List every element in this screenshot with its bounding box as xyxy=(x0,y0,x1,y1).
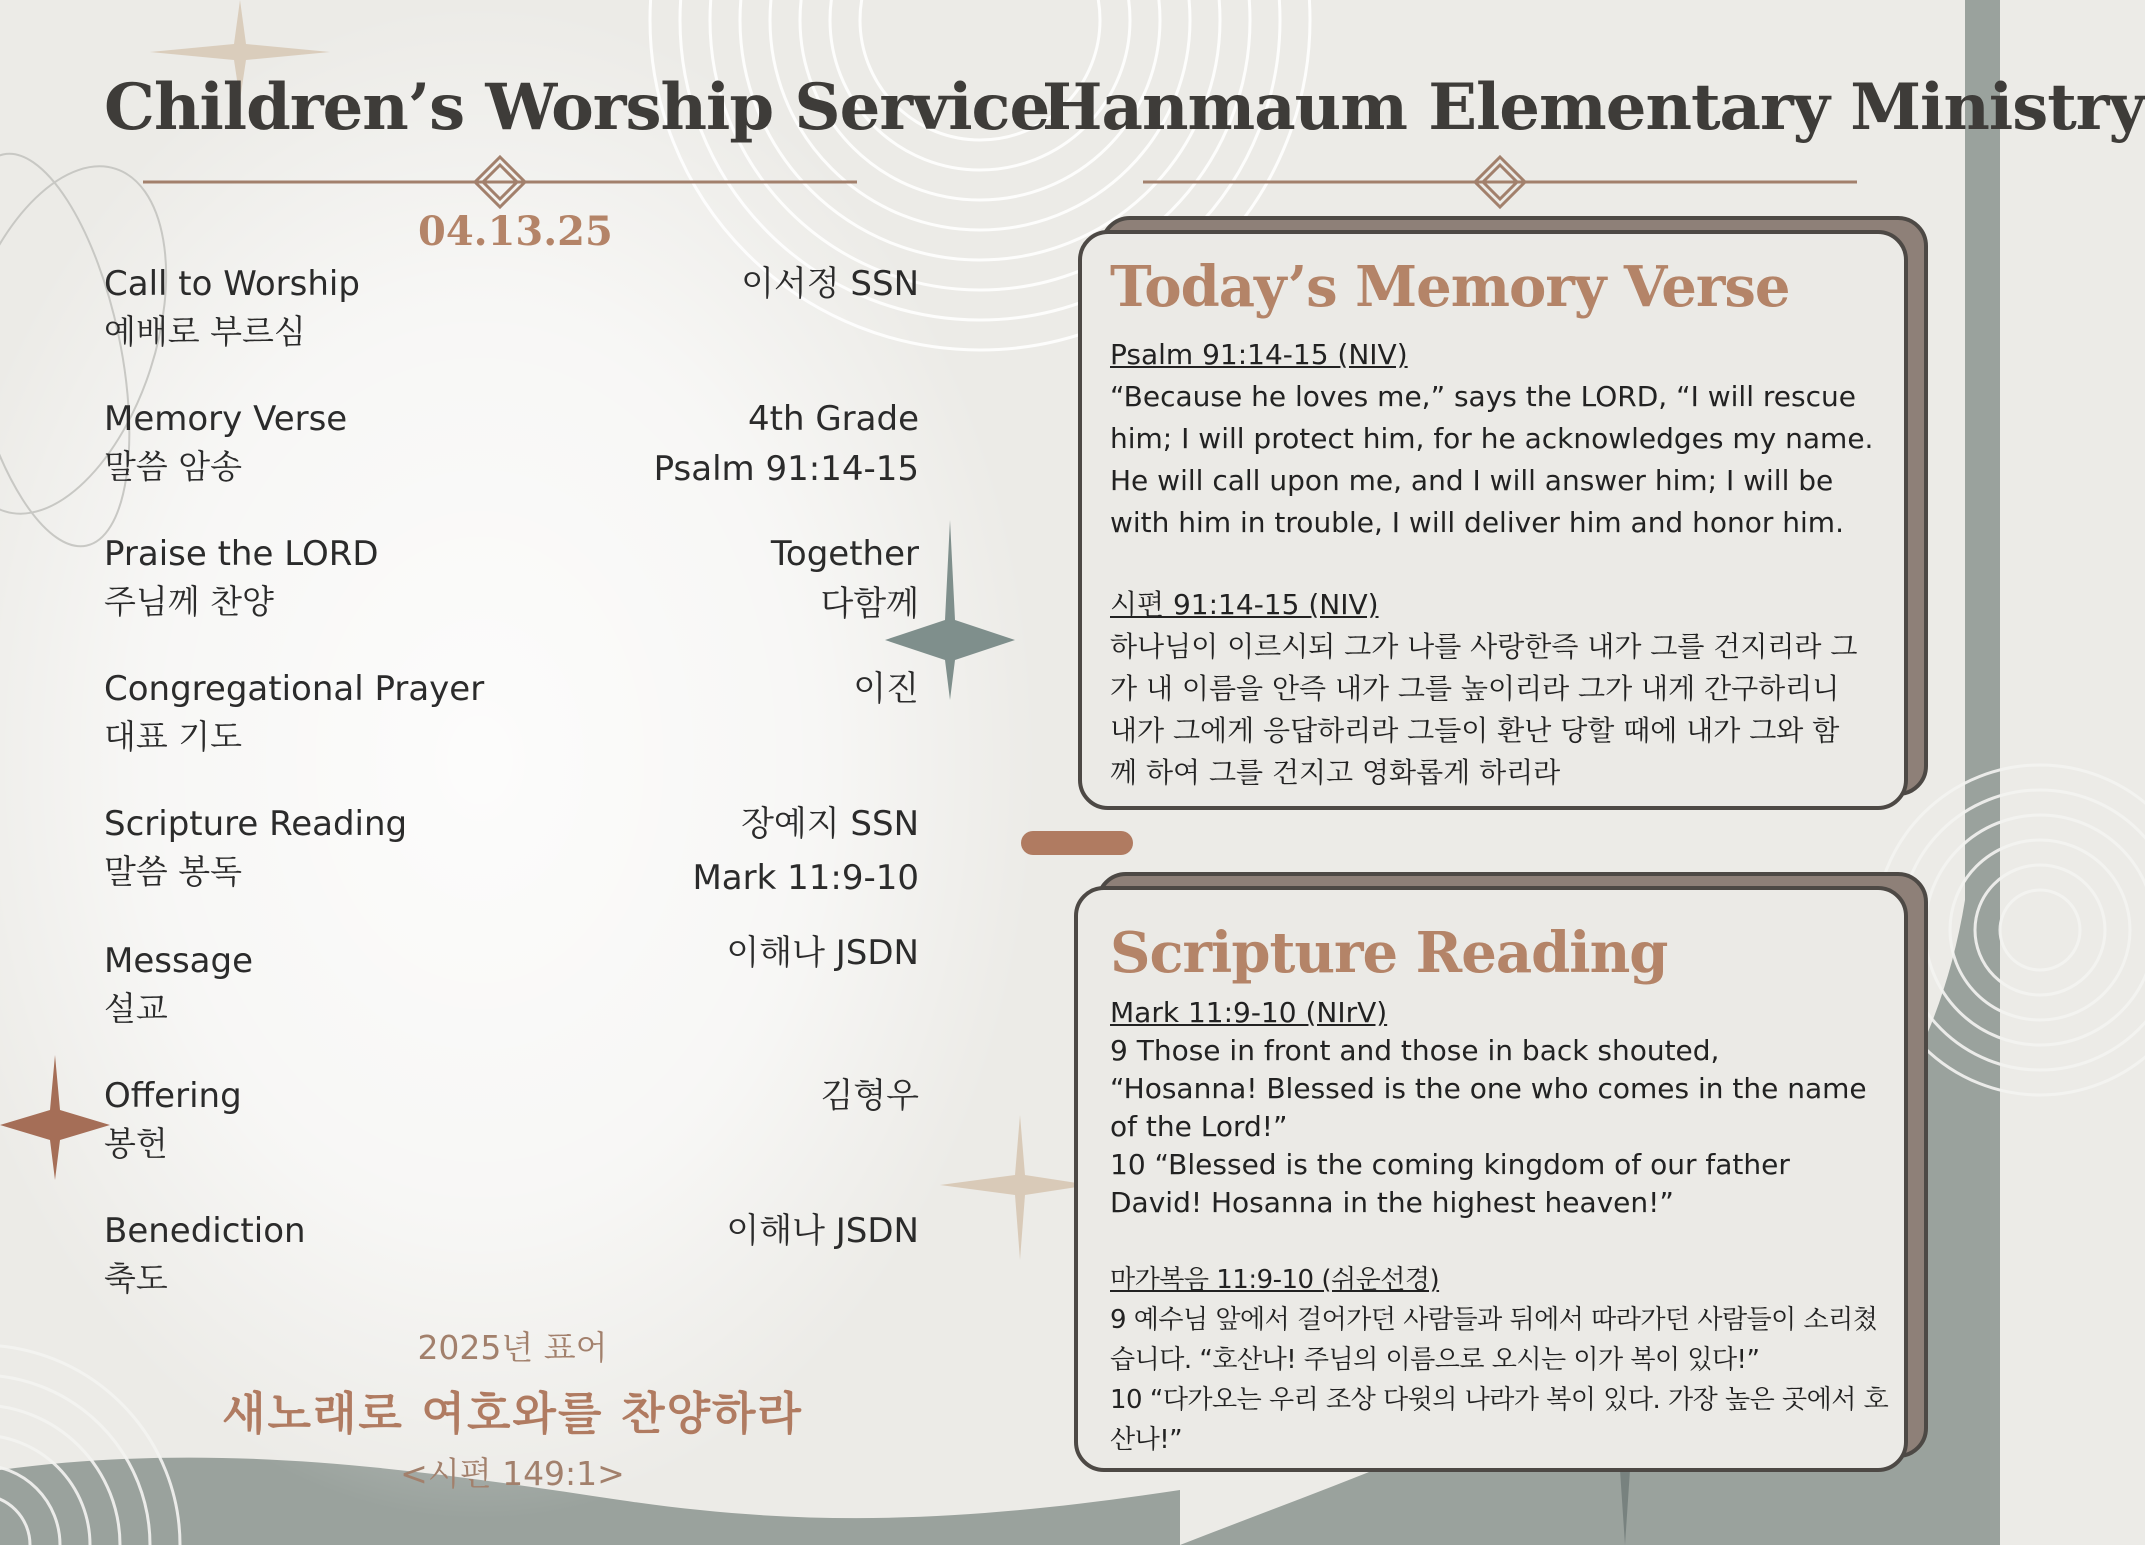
order-item-korean: 말씀 봉독 xyxy=(104,852,243,891)
order-item-english: Scripture Reading xyxy=(104,804,408,844)
order-item-korean: 봉헌 xyxy=(104,1124,168,1163)
verse-line: “Because he loves me,” says the LORD, “I will rescue xyxy=(1110,380,1856,413)
order-item-leader: 4th Grade Psalm 91:14-15 xyxy=(653,399,919,489)
verse-line: 10 “Blessed is the coming kingdom of our father xyxy=(1110,1148,1790,1181)
verse-line: 께 하여 그를 건지고 영화롭게 하리라 xyxy=(1110,756,1561,789)
order-item-leader: Together 다함께 xyxy=(770,534,919,624)
order-item-english: Message xyxy=(104,941,254,981)
memory-verse-en-reference: Psalm 91:14-15 (NIV) xyxy=(1110,338,1408,371)
order-item-memory-verse xyxy=(104,395,919,491)
divider-pill xyxy=(1021,831,1133,855)
memory-verse-heading: Today’s Memory Verse xyxy=(1110,254,1790,320)
order-item-leader: 이해나 JSDN xyxy=(726,933,919,973)
order-item-leader: 이해나 JSDN xyxy=(726,1211,919,1251)
memory-verse-body xyxy=(1110,334,1900,794)
verse-line: of the Lord!” xyxy=(1110,1110,1288,1143)
verse-line: with him in trouble, I will deliver him and honor him. xyxy=(1110,506,1844,539)
scripture-ko-reference: 마가복음 11:9-10 (쉬운선경) xyxy=(1110,1265,1440,1295)
motto-label: 2025년 표어 xyxy=(417,1328,608,1367)
yearly-motto xyxy=(200,1322,825,1495)
verse-line: David! Hosanna in the highest heaven!” xyxy=(1110,1186,1674,1219)
scripture-en-reference: Mark 11:9-10 (NIrV) xyxy=(1110,996,1388,1029)
service-date: 04.13.25 xyxy=(418,208,613,255)
order-item-korean: 예배로 부르심 xyxy=(104,312,306,351)
motto-reference: <시편 149:1> xyxy=(400,1454,625,1493)
order-item-english: Congregational Prayer xyxy=(104,669,485,709)
verse-line: 9 Those in front and those in back shouted, xyxy=(1110,1034,1720,1067)
order-item-leader: 이진 xyxy=(853,669,919,709)
service-title: Children’s Worship Service xyxy=(104,70,1050,145)
order-item-prayer xyxy=(104,665,919,761)
verse-line: He will call upon me, and I will answer him; I will be xyxy=(1110,464,1834,497)
order-item-message xyxy=(104,933,919,1033)
verse-line: 가 내 이름을 안즉 내가 그를 높이리라 그가 내게 간구하리니 xyxy=(1110,672,1840,705)
order-item-korean: 대표 기도 xyxy=(104,717,243,756)
order-item-english: Call to Worship xyxy=(104,264,360,304)
order-item-leader: 이서정 SSN xyxy=(741,264,919,304)
ministry-title: Hanmaum Elementary Ministry xyxy=(1042,70,2145,145)
verse-line: “Hosanna! Blessed is the one who comes in the name xyxy=(1110,1072,1867,1105)
verse-line: 내가 그에게 응답하리라 그들이 환난 당할 때에 내가 그와 함 xyxy=(1110,714,1840,747)
order-item-korean: 축도 xyxy=(104,1259,168,1298)
verse-line: 10 “다가오는 우리 조상 다윗의 나라가 복이 있다. 가장 높은 곳에서 호 xyxy=(1110,1385,1889,1415)
order-item-scripture-reading xyxy=(104,800,919,896)
verse-line: 하나님이 이르시되 그가 나를 사랑한즉 내가 그를 건지리라 그 xyxy=(1110,630,1858,663)
order-item-call-to-worship xyxy=(104,260,919,356)
verse-line: 9 예수님 앞에서 걸어가던 사람들과 뒤에서 따라가던 사람들이 소리쳤 xyxy=(1110,1305,1878,1335)
memory-verse-ko-reference: 시편 91:14-15 (NIV) xyxy=(1110,588,1379,621)
memory-verse-card xyxy=(1078,216,1928,816)
scripture-reading-heading: Scripture Reading xyxy=(1110,920,1668,986)
order-item-korean: 주님께 찬양 xyxy=(104,582,274,621)
order-item-english: Praise the LORD xyxy=(104,534,379,574)
verse-line: 습니다. “호산나! 주님의 이름으로 오시는 이가 복이 있다!” xyxy=(1110,1345,1760,1375)
order-item-leader: 김형우 xyxy=(820,1076,919,1116)
order-item-english: Offering xyxy=(104,1076,242,1116)
verse-line: him; I will protect him, for he acknowledges my name. xyxy=(1110,422,1874,455)
order-item-english: Memory Verse xyxy=(104,399,348,439)
order-item-offering xyxy=(104,1072,919,1168)
order-item-korean: 설교 xyxy=(104,989,168,1028)
verse-line: 산나!” xyxy=(1110,1425,1183,1455)
order-item-korean: 말씀 암송 xyxy=(104,447,243,486)
order-item-praise xyxy=(104,530,919,626)
order-item-leader: 장예지 SSN Mark 11:9-10 xyxy=(692,804,919,898)
scripture-reading-body xyxy=(1110,994,1900,1460)
scripture-reading-card xyxy=(1074,872,1924,1472)
order-item-english: Benediction xyxy=(104,1211,306,1251)
motto-text: 새노래로 여호와를 찬양하라 xyxy=(222,1387,803,1440)
order-item-benediction xyxy=(104,1207,919,1303)
